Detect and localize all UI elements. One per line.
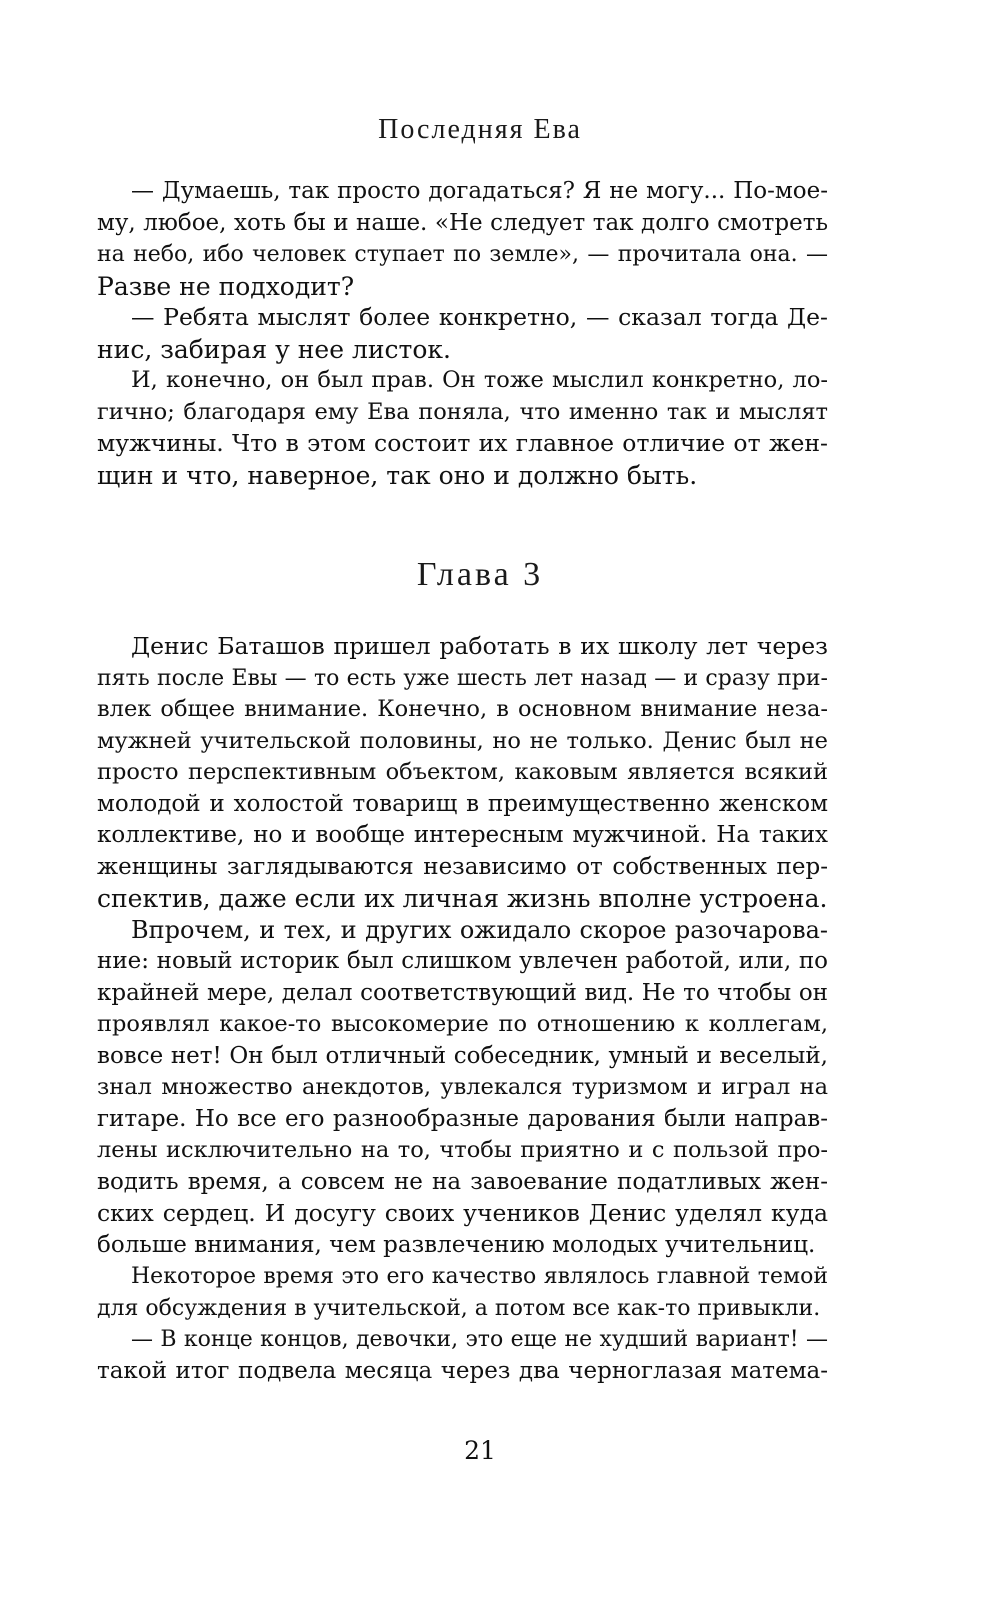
paragraph — [97, 176, 828, 302]
page-number: 21 — [464, 1436, 496, 1465]
text-line: больше внимания, чем развлечению молодых учительниц. — [97, 1231, 816, 1258]
text-line: му, любое, хоть бы и наше. «Не следует так долго смотреть — [97, 209, 828, 236]
text-line: гитаре. Но все его разнообразные дарования были направ- — [97, 1105, 828, 1132]
text-line: для обсуждения в учительской, а потом все как-то привыкли. — [97, 1295, 821, 1321]
text-line: вовсе нет! Он был отличный собеседник, умный и веселый, — [97, 1042, 828, 1069]
text-line: крайней мере, делал соответствующий вид. Не то чтобы он — [97, 979, 828, 1006]
text-line: коллективе, но и вообще интересным мужчиной. На таких — [97, 822, 828, 848]
top-text-block — [97, 176, 828, 491]
chapter-text-block — [97, 631, 828, 1387]
text-line: ских сердец. И досугу своих учеников Денис уделял куда — [97, 1199, 828, 1227]
text-line: нис, забирая у нее листок. — [97, 334, 451, 364]
text-line: ние: новый историк был слишком увлечен работой, или, по — [97, 948, 828, 974]
running-head: Последняя Ева — [378, 114, 582, 145]
text-line: — Ребята мыслят более конкретно, — сказал тогда Де- — [131, 303, 828, 331]
text-line: знал множество анекдотов, увлекался туризмом и играл на — [97, 1074, 828, 1100]
text-line: Некоторое время это его качество являлось главной темой — [131, 1264, 828, 1289]
paragraph — [97, 365, 828, 491]
text-line: такой итог подвела месяца через два черноглазая матема- — [97, 1357, 828, 1384]
text-line: влек общее внимание. Конечно, в основном внимание неза- — [97, 696, 828, 722]
text-line: пять после Евы — то есть уже шесть лет назад — и сразу при- — [97, 665, 828, 691]
text-line: Денис Баташов пришел работать в их школу лет через — [131, 632, 828, 660]
paragraph — [97, 915, 828, 1262]
text-line: — Думаешь, так просто догадаться? Я не могу... По-мое- — [131, 178, 828, 204]
text-line: Впрочем, и тех, и других ожидало скорое разочарова- — [131, 915, 828, 944]
text-line: щин и что, наверное, так оно и должно быть. — [97, 460, 698, 490]
text-line: И, конечно, он был прав. Он тоже мыслил конкретно, ло- — [131, 367, 828, 393]
text-line: гично; благодаря ему Ева поняла, что именно так и мыслят — [97, 398, 828, 425]
text-line: Разве не подходит? — [97, 271, 355, 301]
paragraph — [97, 1324, 828, 1387]
text-line: лены исключительно на то, чтобы приятно и с пользой про- — [97, 1137, 828, 1163]
paragraph — [97, 631, 828, 915]
text-line: спектив, даже если их личная жизнь вполне устроена. — [97, 884, 828, 913]
text-line: просто перспективным объектом, каковым является всякий — [97, 759, 828, 785]
chapter-title: Глава 3 — [416, 556, 544, 593]
text-line: водить время, а совсем не на завоевание податливых жен- — [97, 1168, 828, 1195]
text-line: на небо, ибо человек ступает по земле», — прочитала она. — — [97, 242, 828, 267]
text-line: молодой и холостой товарищ в преимущественно женском — [97, 790, 828, 817]
paragraph — [97, 302, 828, 365]
text-line: женщины заглядываются независимо от собственных пер- — [97, 853, 828, 880]
paragraph — [97, 1261, 828, 1324]
text-line: — В конце концов, девочки, это еще не худший вариант! — — [131, 1327, 828, 1352]
text-line: мужней учительской половины, но не только. Денис был не — [97, 727, 828, 754]
text-line: проявлял какое-то высокомерие по отношению к коллегам, — [97, 1011, 828, 1037]
text-line: мужчины. Что в этом состоит их главное отличие от жен- — [97, 429, 828, 457]
